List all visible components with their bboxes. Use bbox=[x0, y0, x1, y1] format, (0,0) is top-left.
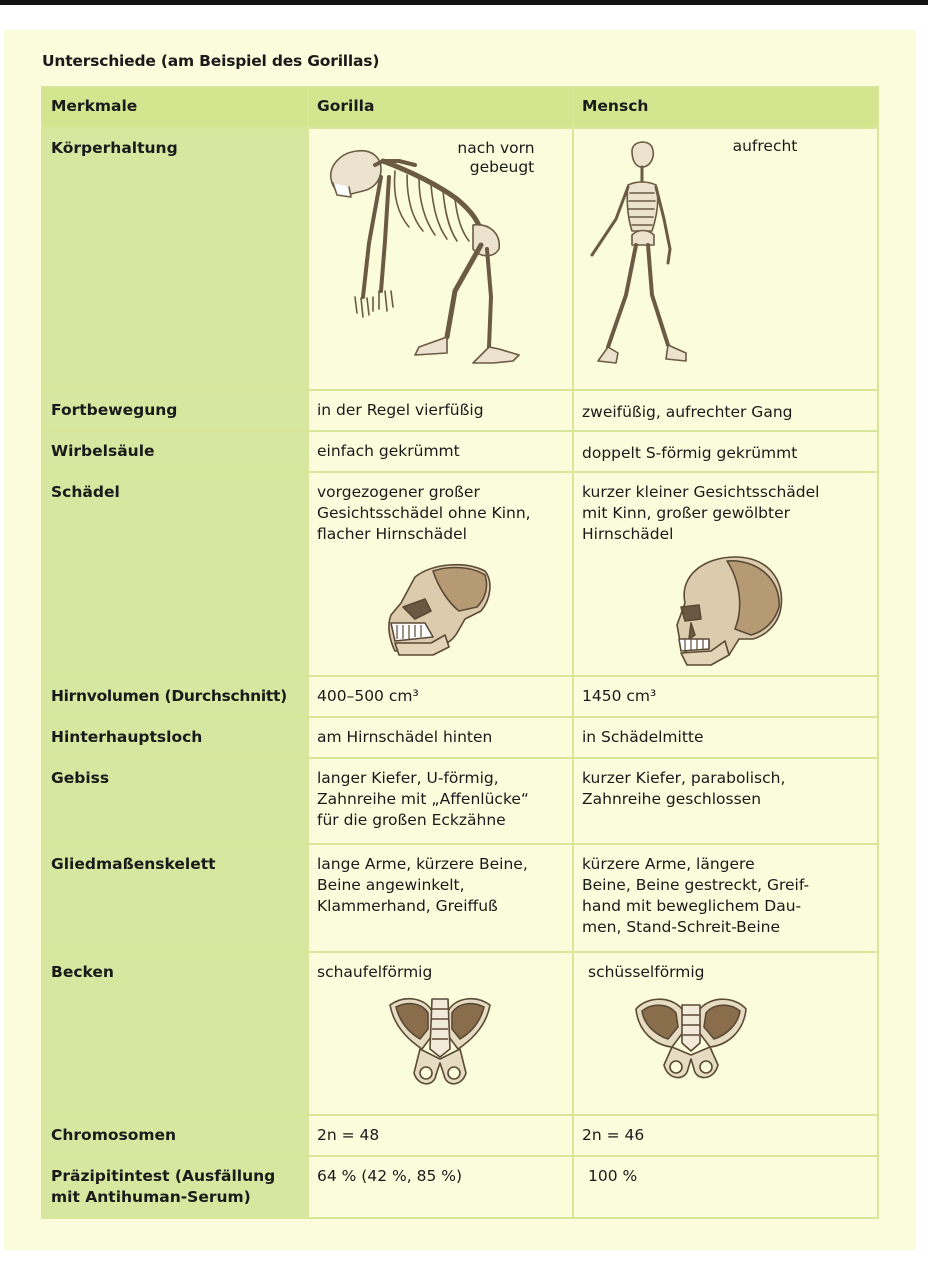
top-border bbox=[0, 0, 928, 5]
gorilla-cell: am Hirnschädel hinten bbox=[308, 717, 573, 758]
row-label: Hirnvolumen (Durchschnitt) bbox=[42, 676, 308, 717]
comparison-table bbox=[41, 86, 879, 1219]
gorilla-cell: schaufelförmig bbox=[308, 952, 573, 1115]
mensch-cell: kurzer Kiefer, parabolisch, Zahnreihe geschlossen bbox=[573, 758, 878, 844]
gorilla-cell: 2n = 48 bbox=[308, 1115, 573, 1156]
row-label: Präzipitintest (Ausfällung mit Antihuman-Serum) bbox=[42, 1156, 308, 1218]
row-label: Becken bbox=[42, 952, 308, 1115]
table-row bbox=[42, 472, 878, 676]
row-label: Schädel bbox=[42, 472, 308, 676]
mensch-cell bbox=[573, 128, 878, 390]
human-pelvis-figure bbox=[632, 995, 750, 1083]
header-mensch: Mensch bbox=[573, 87, 878, 128]
table-row bbox=[42, 128, 878, 390]
table-row bbox=[42, 1115, 878, 1156]
mensch-cell: kürzere Arme, längere Beine, Beine gestreckt, Greif- hand mit beweglichem Dau- men, Stand-Schreit-Beine bbox=[573, 844, 878, 952]
header-merkmale: Merkmale bbox=[42, 87, 308, 128]
header-gorilla: Gorilla bbox=[308, 87, 573, 128]
posture-text-gorilla: nach vorn gebeugt bbox=[457, 139, 535, 176]
human-skeleton-figure bbox=[586, 139, 706, 379]
human-skull-figure bbox=[665, 555, 785, 667]
gorilla-cell: einfach gekrümmt bbox=[308, 431, 573, 472]
row-label: Körperhaltung bbox=[42, 128, 308, 390]
gorilla-cell bbox=[308, 128, 573, 390]
gorilla-cell: langer Kiefer, U-förmig, Zahnreihe mit „Affenlücke“ für die großen Eckzähne bbox=[308, 758, 573, 844]
posture-text-mensch: aufrecht bbox=[732, 137, 798, 155]
mensch-cell: 100 % bbox=[573, 1156, 878, 1218]
gorilla-cell: in der Regel vierfüßig bbox=[308, 390, 573, 431]
mensch-cell: 1450 cm³ bbox=[573, 676, 878, 717]
table-row bbox=[42, 390, 878, 431]
table-row bbox=[42, 758, 878, 844]
gorilla-cell: lange Arme, kürzere Beine, Beine angewinkelt, Klammerhand, Greiffuß bbox=[308, 844, 573, 952]
table-header-row bbox=[42, 87, 878, 128]
table-row bbox=[42, 676, 878, 717]
mensch-cell: doppelt S-förmig gekrümmt bbox=[573, 431, 878, 472]
table-row bbox=[42, 952, 878, 1115]
gorilla-skull-figure bbox=[385, 559, 495, 667]
row-label: Gebiss bbox=[42, 758, 308, 844]
row-label: Chromosomen bbox=[42, 1115, 308, 1156]
mensch-cell: zweifüßig, aufrechter Gang bbox=[573, 390, 878, 431]
gorilla-pelvis-figure bbox=[384, 993, 496, 1091]
table-row bbox=[42, 844, 878, 952]
mensch-cell: kurzer kleiner Gesichtsschädel mit Kinn, großer gewölbter Hirnschädel bbox=[573, 472, 878, 676]
table-row bbox=[42, 431, 878, 472]
table-row bbox=[42, 717, 878, 758]
row-label: Wirbelsäule bbox=[42, 431, 308, 472]
mensch-cell: 2n = 46 bbox=[573, 1115, 878, 1156]
gorilla-cell: vorgezogener großer Gesichtsschädel ohne Kinn, flacher Hirnschädel bbox=[308, 472, 573, 676]
mensch-cell: schüsselförmig bbox=[573, 952, 878, 1115]
gorilla-cell: 64 % (42 %, 85 %) bbox=[308, 1156, 573, 1218]
gorilla-skeleton-figure bbox=[323, 141, 553, 381]
row-label: Gliedmaßenskelett bbox=[42, 844, 308, 952]
row-label: Hinterhauptsloch bbox=[42, 717, 308, 758]
table-row bbox=[42, 1156, 878, 1218]
row-label: Fortbewegung bbox=[42, 390, 308, 431]
table-heading: Unterschiede (am Beispiel des Gorillas) bbox=[42, 52, 380, 70]
gorilla-cell: 400–500 cm³ bbox=[308, 676, 573, 717]
mensch-cell: in Schädelmitte bbox=[573, 717, 878, 758]
